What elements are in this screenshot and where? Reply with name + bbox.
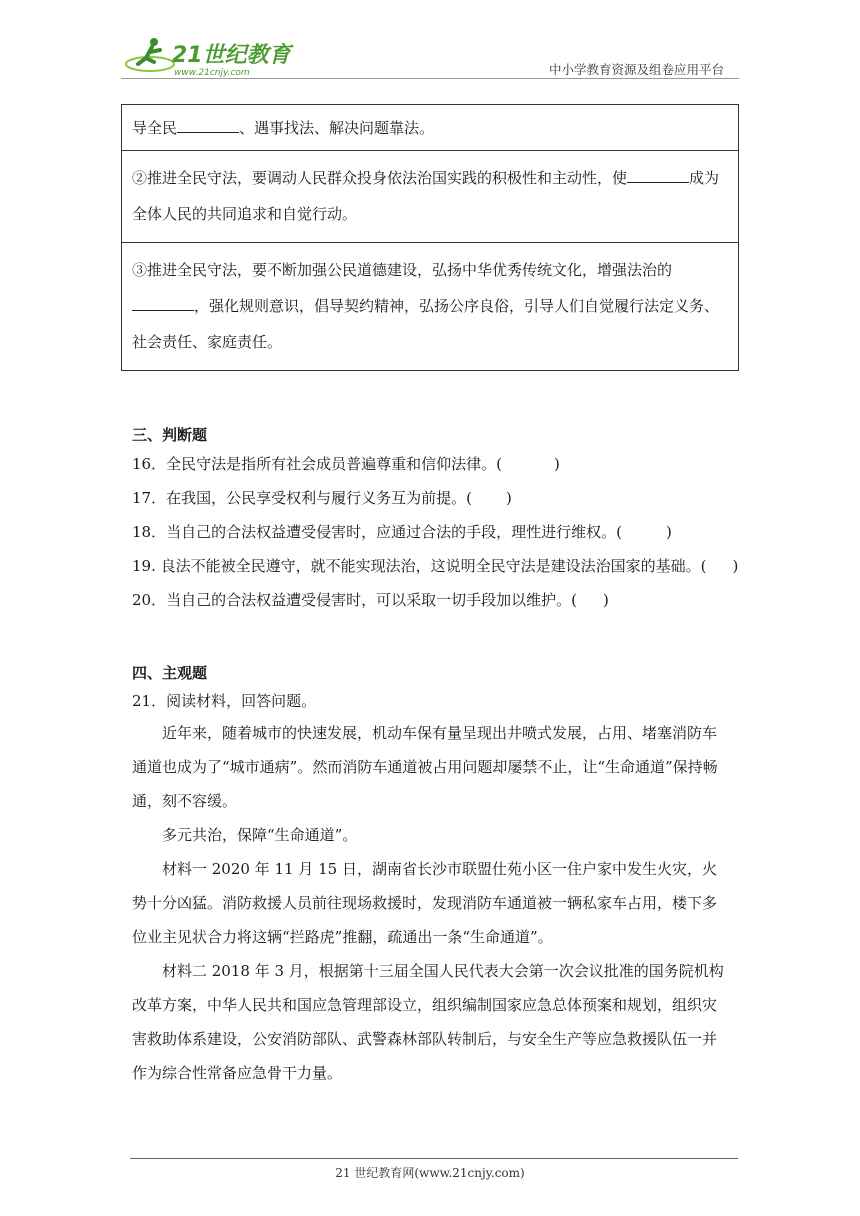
blank-line	[177, 114, 239, 133]
judgment-item-18: 18．当自己的合法权益遭受侵害时，应通过合法的手段，理性进行维权。( )	[132, 523, 672, 541]
table-row: ③推进全民守法，要不断加强公民道德建设，弘扬中华优秀传统文化，增强法治的，强化规则意识，倡导契约精神，弘扬公序良俗，引导人们自觉履行法定义务、社会责任、家庭责任。	[122, 242, 738, 370]
table-row: 导全民 、遇事找法、解决问题靠法。	[122, 105, 738, 150]
material-subtitle: 多元共治，保障“生命通道”。	[162, 826, 358, 844]
header-divider	[121, 78, 739, 79]
header-platform-name: 中小学教育资源及组卷应用平台	[548, 62, 724, 77]
fill-in-table	[121, 104, 739, 371]
table-row: ②推进全民守法，要调动人民群众投身依法治国实践的积极性和主动性，使 成为全体人民的共同追求和自觉行动。	[122, 150, 738, 242]
section-title-subjective: 四、主观题	[132, 664, 208, 682]
judgment-item-16: 16．全民守法是指所有社会成员普遍尊重和信仰法律。( )	[132, 455, 560, 473]
blank-line	[627, 164, 689, 183]
runner-logo-icon	[124, 34, 294, 80]
footer-divider	[130, 1158, 738, 1159]
material-two: 材料二 2018 年 3 月，根据第十三届全国人民代表大会第一次会议批准的国务院机构改革方案，中华人民共和国应急管理部设立，组织编制国家应急总体预案和规划，组织灾害救助体系建设，公安消防部队、武警森林部队转制后，与安全生产等应急救援队伍一并作为综合性常备应急骨干力量。	[132, 962, 724, 1082]
logo-url: www.21cnjy.com	[174, 68, 250, 78]
judgment-item-17: 17．在我国，公民享受权利与履行义务互为前提。( )	[132, 489, 512, 507]
section-title-judgment: 三、判断题	[132, 426, 208, 444]
material-intro: 近年来，随着城市的快速发展，机动车保有量呈现出井喷式发展，占用、堵塞消防车通道也成为了“城市通病”。然而消防车通道被占用问题却屡禁不止，让“生命通道”保持畅通，刻不容缓。	[132, 724, 718, 810]
question-21: 21．阅读材料，回答问题。	[132, 692, 317, 710]
judgment-item-20: 20．当自己的合法权益遭受侵害时，可以采取一切手段加以维护。( )	[132, 591, 609, 609]
material-one: 材料一 2020 年 11 月 15 日，湖南省长沙市联盟仕苑小区一住户家中发生火灾，火势十分凶猛。消防救援人员前往现场救援时，发现消防车通道被一辆私家车占用，楼下多位业主见状合力将这辆“拦路虎”推翻，疏通出一条“生命通道”。	[132, 860, 718, 946]
site-logo	[124, 34, 294, 80]
footer-text: 21 世纪教育网(www.21cnjy.com)	[335, 1166, 525, 1180]
blank-line	[132, 292, 194, 311]
judgment-item-19: 19. 良法不能被全民遵守，就不能实现法治，这说明全民守法是建设法治国家的基础。( )	[132, 557, 739, 575]
logo-text: 21世纪教育	[172, 43, 291, 68]
